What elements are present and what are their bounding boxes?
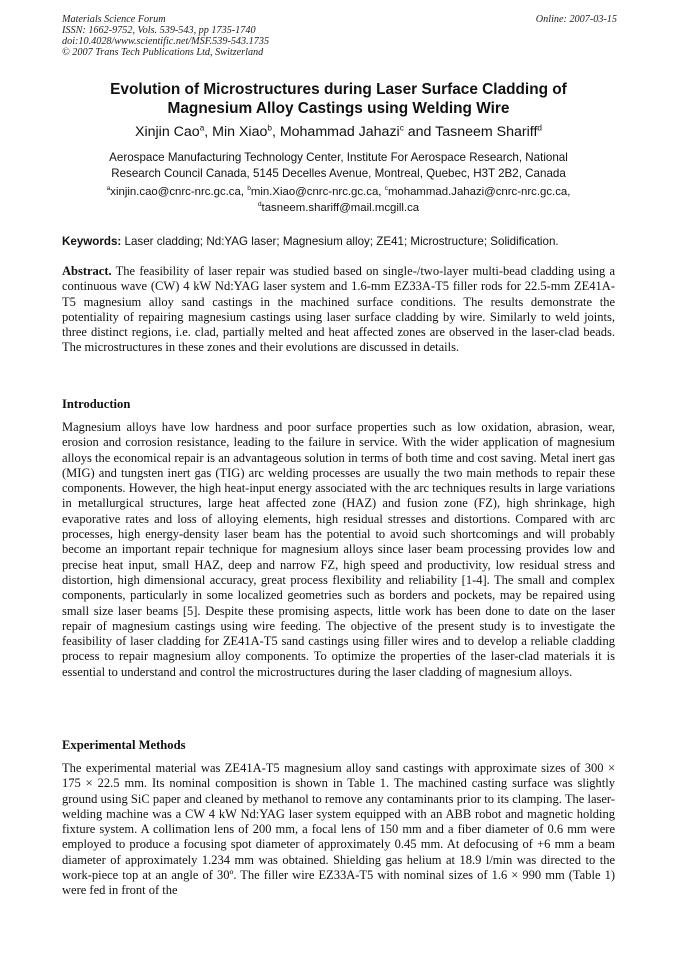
issn-line: ISSN: 1662-9752, Vols. 539-543, pp 1735-1740 <box>62 25 256 36</box>
email-c[interactable]: mohammad.Jahazi@cnrc-nrc.gc.ca, <box>387 186 571 198</box>
author-separator: , <box>271 124 280 140</box>
email-b[interactable]: min.Xiao@cnrc-nrc.gc.ca, <box>250 186 382 198</box>
keywords <box>62 234 617 249</box>
abstract-text: The feasibility of laser repair was studied based on single-/two-layer multi-bead cladding using a continuous wave (CW) 4 kW Nd:YAG laser system and 1.6-mm EZ33A-T5 filler rods for 22.5-mm ZE41A-T5 magnesium alloy sand castings in the machined surface conditions. The results demonstrate the potentiality of repairing magnesium castings using laser surface cladding by wire. Similarly to weld joints, three distinct regions, i.e. clad, partially melted and heat affected zones are observed in the laser-clad beads. The microstructures in these zones and their evolutions are discussed in details. <box>62 264 615 355</box>
paper-title <box>62 80 615 118</box>
affiliation-line-2: Research Council Canada, 5145 Decelles Avenue, Montreal, Quebec, H3T 2B2, Canada <box>111 167 566 180</box>
author-mark: b <box>267 123 272 133</box>
author-emails <box>62 184 615 216</box>
intro-text-1: Magnesium alloys have low hardness and poor surface properties such as low oxidation, abrasion, wear, erosion and corrosion resistance, leading to the failure in service. With the wider application of magnesium alloys the economical repair is an advantageous solution in terms of both time and cost saving. Metal inert gas (MIG) and tungsten inert gas (TIG) arc welding processes are usually the two main methods to repair these components. However, the high heat-input energy associated with the arc techniques results in large variations in metallurgical structures, large heat affected zone (HAZ) and fusion zone (FZ), high shrinkage, high evaporative rates and loss of alloying elements, high residual stresses and distortions. Compared with arc processes, high energy-density laser beam has the potential to avoid such shortcomings and will probably become an important repair technique for magnesium alloys since laser beam processing provides low and precise heat input, small HAZ, deep and narrow FZ, high speed and productivity, low residual stress and distortion, high dimensional accuracy, great process flexibility and reliability <box>62 420 615 587</box>
journal-header <box>62 14 617 58</box>
author-name: Min Xiao <box>212 124 268 140</box>
intro-text-2: . The small and complex components, particularly in some localized geometries such as borders and pockets, may be repaired using small size laser beams <box>62 572 616 618</box>
introduction-heading: Introduction <box>62 397 131 411</box>
email-mark: a <box>106 185 111 193</box>
citation-5[interactable]: [5] <box>182 603 198 618</box>
email-mark: d <box>257 201 262 209</box>
email-d[interactable]: tasneem.shariff@mail.mcgill.ca <box>261 202 420 214</box>
author-mark: d <box>537 123 542 133</box>
email-mark: c <box>384 185 388 193</box>
author-name: Xinjin Cao <box>135 124 200 140</box>
email-mark: b <box>247 185 251 193</box>
keywords-text: Laser cladding; Nd:YAG laser; Magnesium alloy; ZE41; Microstructure; Solidification. <box>124 235 559 248</box>
abstract-label: Abstract. <box>62 264 112 278</box>
author-separator: , <box>204 124 213 140</box>
title-line-2: Magnesium Alloy Castings using Welding Wire <box>167 100 510 117</box>
keywords-label: Keywords: <box>62 235 122 248</box>
title-line-1: Evolution of Microstructures during Laser Surface Cladding of <box>110 81 567 98</box>
citation-1-4[interactable]: [1-4] <box>461 572 487 587</box>
email-a[interactable]: xinjin.cao@cnrc-nrc.gc.ca, <box>110 186 245 198</box>
author-mark: c <box>399 123 404 133</box>
affiliation <box>62 150 615 182</box>
abstract <box>62 264 615 356</box>
author-name: Mohammad Jahazi <box>279 124 400 140</box>
doi-line[interactable]: doi:10.4028/www.scientific.net/MSF.539-543.1735 <box>62 36 270 47</box>
author-name: Tasneem Shariff <box>435 124 538 140</box>
experimental-heading: Experimental Methods <box>62 738 186 752</box>
online-date: Online: 2007-03-15 <box>535 14 617 25</box>
experimental-body: The experimental material was ZE41A-T5 magnesium alloy sand castings with approximate sizes of 300 × 175 × 22.5 mm. Its nominal composition is shown in Table 1. The machined casting surface was slightly ground using SiC paper and cleaned by methanol to remove any contaminants prior to its clamping. The laser-welding machine was a CW 4 kW Nd:YAG laser system equipped with an ABB robot and magnetic holding fixture system. A collimation lens of 200 mm, a focal lens of 150 mm and a fiber diameter of 0.6 mm were employed to produce a focusing spot diameter of approximately 0.45 mm. At defocusing of +6 mm a beam diameter of approximately 1.234 mm was obtained. Shielding gas helium at 18.9 l/min was directed to the work-piece top at an angle of 30º. The filler wire EZ33A-T5 with nominal sizes of 1.6 × 990 mm (Table 1) were fed in front of the <box>62 761 615 898</box>
author-list <box>62 123 615 141</box>
author-separator: and <box>403 124 436 140</box>
copyright-line: © 2007 Trans Tech Publications Ltd, Switzerland <box>62 47 264 58</box>
affiliation-line-1: Aerospace Manufacturing Technology Center, Institute For Aerospace Research, National <box>109 151 568 164</box>
author-mark: a <box>199 123 205 133</box>
journal-name: Materials Science Forum <box>62 14 166 25</box>
introduction-body <box>62 420 615 680</box>
intro-text-3: . Despite these promising aspects, little work has been done to date on the laser repair of magnesium castings using wire feeding. The objective of the present study is to investigate the feasibility of laser cladding for ZE41A-T5 sand castings using filler wires and to develop a reliable cladding process to repair magnesium alloy components. To optimize the properties of the laser-clad materials it is essential to understand and control the microstructures during the laser cladding of magnesium alloys. <box>62 603 616 679</box>
